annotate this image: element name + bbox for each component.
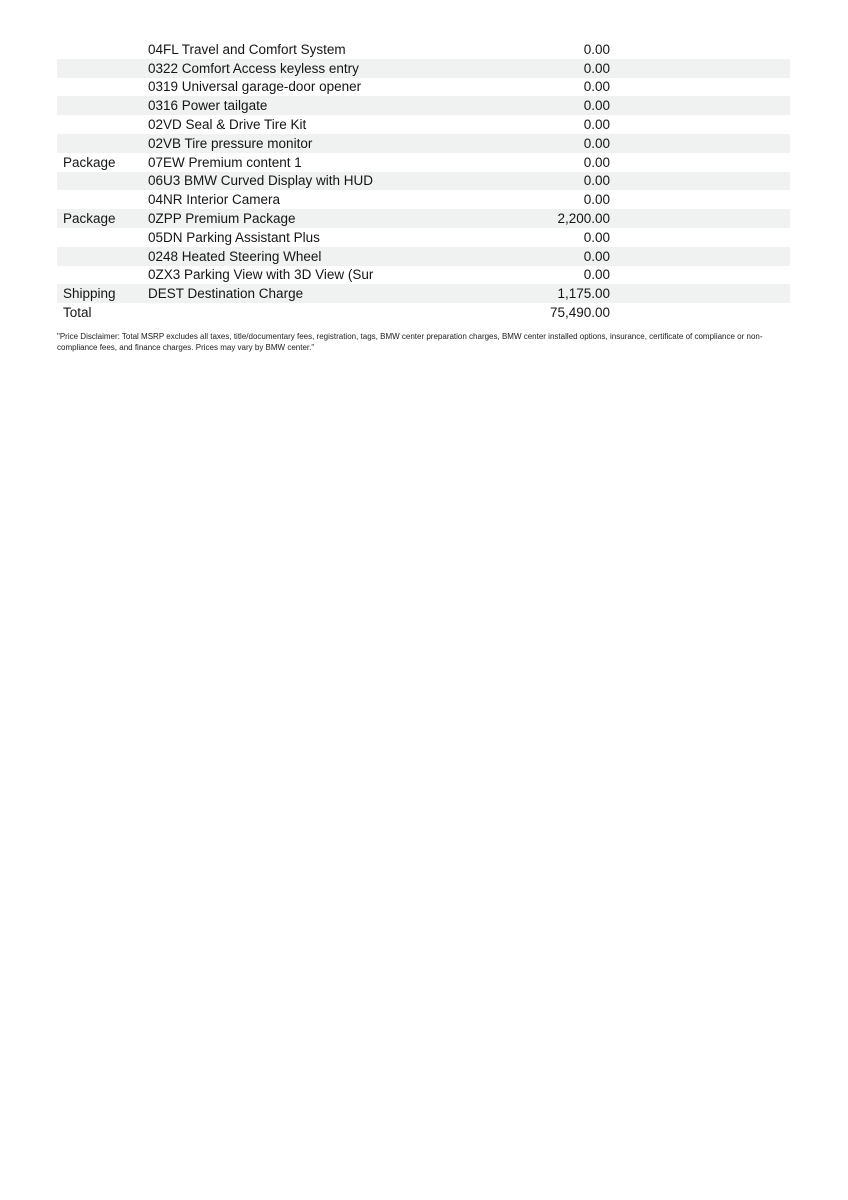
- price-cell: 0.00: [583, 248, 610, 264]
- category-cell: Package: [63, 154, 116, 170]
- price-cell: 0.00: [583, 173, 610, 189]
- item-cell: 05DN Parking Assistant Plus: [148, 229, 320, 245]
- item-cell: 0248 Heated Steering Wheel: [148, 248, 322, 264]
- table-row: [57, 153, 790, 172]
- price-disclaimer: "Price Disclaimer: Total MSRP excludes all taxes, title/documentary fees, registration, tags, BMW center preparation charges, BMW center installed options, insurance, certificate of compliance or non-compliance fees, and finance charges. Prices may vary by BMW center.": [57, 332, 763, 352]
- table-row: [57, 40, 790, 59]
- table-row: [57, 172, 790, 191]
- item-cell: 06U3 BMW Curved Display with HUD: [148, 173, 374, 189]
- table-row: [57, 266, 790, 285]
- item-cell: 0319 Universal garage-door opener: [148, 79, 362, 95]
- item-cell: 0322 Comfort Access keyless entry: [148, 60, 359, 76]
- table-row: [57, 78, 790, 97]
- total-amount: 75,490.00: [549, 305, 610, 321]
- price-table: [57, 40, 790, 322]
- price-table-rows: [57, 40, 790, 303]
- price-cell: 0.00: [583, 60, 610, 76]
- item-cell: 0316 Power tailgate: [148, 98, 268, 114]
- table-row: [57, 247, 790, 266]
- item-cell: 07EW Premium content 1: [148, 154, 302, 170]
- category-cell: Package: [63, 211, 116, 227]
- category-cell: Shipping: [63, 286, 116, 302]
- item-cell: 02VD Seal & Drive Tire Kit: [148, 117, 307, 133]
- price-cell: 0.00: [583, 267, 610, 283]
- item-cell: DEST Destination Charge: [148, 286, 304, 302]
- price-cell: 0.00: [583, 79, 610, 95]
- total-row: [57, 303, 790, 322]
- price-cell: 0.00: [583, 117, 610, 133]
- price-cell: 0.00: [583, 98, 610, 114]
- price-cell: 0.00: [583, 154, 610, 170]
- table-row: [57, 190, 790, 209]
- item-cell: 02VB Tire pressure monitor: [148, 135, 313, 151]
- item-cell: 04FL Travel and Comfort System: [148, 41, 346, 57]
- table-row: [57, 134, 790, 153]
- table-row: [57, 59, 790, 78]
- price-cell: 1,175.00: [557, 286, 610, 302]
- total-label: Total: [63, 305, 92, 321]
- price-cell: 0.00: [583, 135, 610, 151]
- table-row: [57, 284, 790, 303]
- table-row: [57, 228, 790, 247]
- item-cell: 0ZPP Premium Package: [148, 211, 296, 227]
- price-cell: 2,200.00: [557, 211, 610, 227]
- item-cell: 0ZX3 Parking View with 3D View (Sur: [148, 267, 374, 283]
- table-row: [57, 115, 790, 134]
- table-row: [57, 96, 790, 115]
- item-cell: 04NR Interior Camera: [148, 192, 281, 208]
- table-row: [57, 209, 790, 228]
- price-cell: 0.00: [583, 229, 610, 245]
- price-cell: 0.00: [583, 41, 610, 57]
- price-cell: 0.00: [583, 192, 610, 208]
